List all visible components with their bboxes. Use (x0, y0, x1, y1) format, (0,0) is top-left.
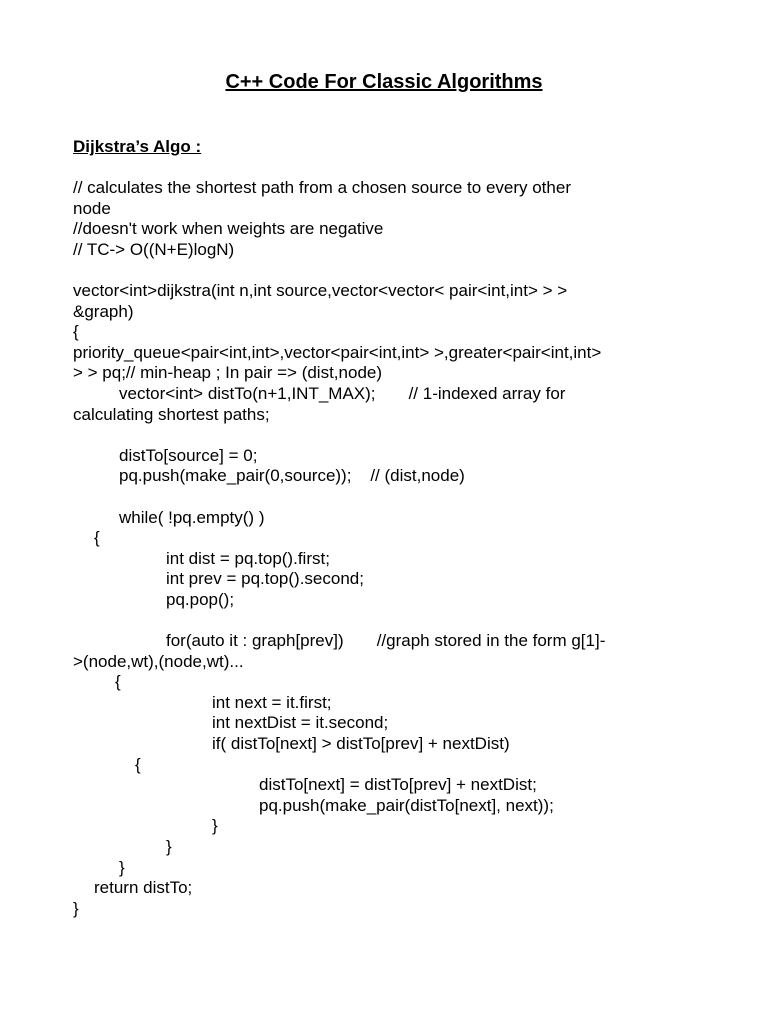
code-line: >(node,wt),(node,wt)... (73, 651, 244, 671)
code-line: { (135, 754, 141, 774)
code-listing (73, 178, 713, 919)
blank-line (73, 425, 713, 446)
blank-line (73, 610, 713, 631)
code-line: vector<int>dijkstra(int n,int source,vector<vector< pair<int,int> > > (73, 280, 568, 300)
blank-line (73, 260, 713, 281)
code-line: distTo[next] = distTo[prev] + nextDist; (259, 775, 537, 795)
code-line: vector<int> distTo(n+1,INT_MAX); // 1-indexed array for (119, 383, 566, 403)
comment-line: // calculates the shortest path from a chosen source to every other (73, 178, 571, 197)
code-line: { (115, 672, 121, 692)
code-line: distTo[source] = 0; (119, 445, 258, 465)
code-line: &graph) (73, 301, 134, 321)
section-heading: Dijkstra’s Algo : (73, 137, 202, 156)
code-line: int nextDist = it.second; (212, 713, 389, 733)
code-line: calculating shortest paths; (73, 404, 270, 424)
code-line: } (212, 816, 218, 836)
code-line: pq.push(make_pair(0,source)); // (dist,node) (119, 466, 465, 486)
code-line: { (94, 528, 100, 548)
code-line: { (73, 322, 79, 342)
code-line: } (73, 898, 79, 918)
code-line: } (119, 857, 125, 877)
code-line: int next = it.first; (212, 692, 332, 712)
code-line: if( distTo[next] > distTo[prev] + nextDist) (212, 734, 510, 754)
blank-line (73, 487, 713, 508)
code-line: pq.pop(); (166, 589, 235, 609)
comment-line: //doesn't work when weights are negative (73, 219, 384, 239)
comment-line: node (73, 198, 111, 218)
code-line: priority_queue<pair<int,int>,vector<pair<int,int> >,greater<pair<int,int> (73, 342, 602, 362)
code-line: pq.push(make_pair(distTo[next], next)); (259, 795, 554, 815)
page-title: C++ Code For Classic Algorithms (225, 71, 543, 93)
code-line: int dist = pq.top().first; (166, 548, 330, 568)
comment-line: // TC-> O((N+E)logN) (73, 239, 235, 259)
code-line: > > pq;// min-heap ; In pair => (dist,node) (73, 363, 383, 383)
code-line: } (166, 837, 172, 856)
code-line: for(auto it : graph[prev]) //graph stored in the form g[1]- (166, 631, 606, 651)
code-line: int prev = pq.top().second; (166, 569, 364, 589)
code-line: while( !pq.empty() ) (119, 507, 265, 527)
code-line: return distTo; (94, 878, 193, 898)
